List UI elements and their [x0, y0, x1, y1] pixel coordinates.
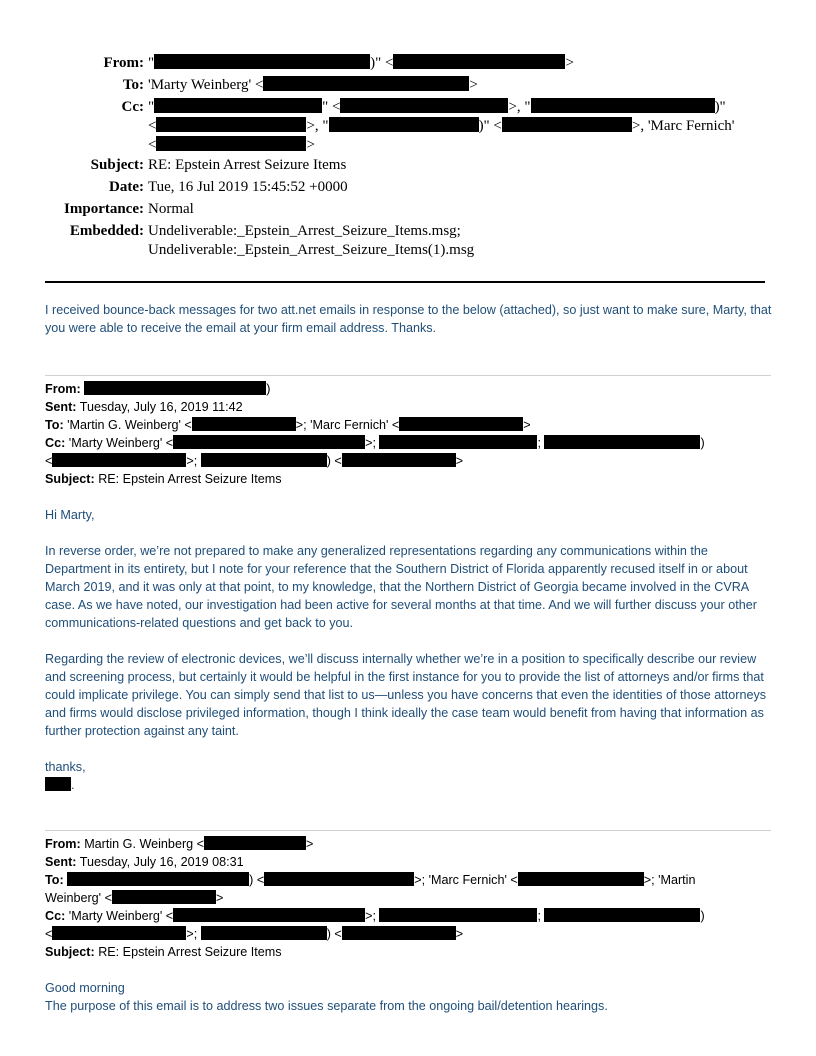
msg2-sent-line	[45, 853, 775, 871]
msg2-subject-value: RE: Epstein Arrest Seizure Items	[98, 945, 282, 959]
to-value: 'Marty Weinberg' < >	[148, 77, 478, 93]
redaction-block	[379, 908, 537, 922]
msg2-cc-line-2: < >; ) < >	[45, 927, 464, 941]
header-divider	[45, 281, 765, 283]
redaction-block	[342, 926, 456, 940]
msg1-cc-name: 'Marty Weinberg' <	[68, 436, 174, 450]
date-value: Tue, 16 Jul 2019 15:45:52 +0000	[148, 179, 348, 195]
redaction-block	[52, 926, 186, 940]
redaction-block	[201, 453, 327, 467]
msg2-greeting: Good morning	[45, 981, 125, 995]
redaction-block	[340, 98, 508, 113]
redaction-block	[112, 890, 216, 904]
msg1-subject-label: Subject:	[45, 472, 95, 486]
embedded-file-2[interactable]: Undeliverable:_Epstein_Arrest_Seizure_Items(1).msg	[148, 242, 475, 258]
redaction-block	[173, 435, 365, 449]
msg1-sent-line	[45, 398, 775, 416]
msg1-sent-value: Tuesday, July 16, 2019 11:42	[79, 400, 243, 414]
subject-value: RE: Epstein Arrest Seizure Items	[148, 157, 347, 173]
msg2-to-label: To:	[45, 873, 64, 887]
redaction-block	[84, 381, 266, 395]
msg2-to-name-2: >; 'Marc Fernich' <	[414, 873, 518, 887]
msg2-from-line: From: Martin G. Weinberg < >	[45, 837, 314, 851]
redaction-block	[502, 117, 632, 132]
redaction-block	[67, 872, 249, 886]
msg2-sent-label: Sent:	[45, 855, 77, 869]
msg1-cc-line: Cc: 'Marty Weinberg' < >; ; )	[45, 436, 705, 450]
importance-label: Importance:	[64, 201, 144, 217]
msg2-sent-value: Tuesday, July 16, 2019 08:31	[79, 855, 244, 869]
importance-value: Normal	[148, 201, 194, 217]
msg1-greeting: Hi Marty,	[45, 508, 95, 522]
msg2-to-line: To: ) < >; 'Marc Fernich' < >; 'Martin	[45, 873, 696, 887]
from-value: " )" < >	[148, 55, 574, 71]
msg2-to-name-3: >; 'Martin	[643, 873, 696, 887]
redaction-block	[204, 836, 306, 850]
msg2-from-label: From:	[45, 837, 81, 851]
to-name: 'Marty Weinberg' <	[148, 77, 264, 93]
redaction-block	[531, 98, 715, 113]
redaction-block	[263, 76, 469, 91]
cc-line-3: < >	[148, 137, 315, 153]
msg1-to-name: 'Martin G. Weinberg' <	[67, 418, 192, 432]
redaction-block	[156, 117, 306, 132]
redaction-block	[154, 98, 322, 113]
redaction-block	[52, 453, 186, 467]
msg1-subject-value: RE: Epstein Arrest Seizure Items	[98, 472, 282, 486]
redaction-block	[264, 872, 414, 886]
from-label: From:	[103, 55, 144, 71]
msg2-line-1: The purpose of this email is to address two issues separate from the ongoing bail/detention hearings.	[45, 999, 608, 1013]
redaction-block	[192, 417, 296, 431]
redaction-block	[399, 417, 523, 431]
to-label: To:	[122, 77, 144, 93]
msg1-subject-line	[45, 470, 775, 488]
msg1-paragraph-1: In reverse order, we’re not prepared to make any generalized representations regarding any communications within the Department in its entirety, but I note for your reference that the Southern District of Florida apparently recused itself in or about March 2019, and it was only at that point, to my knowledge, that the Northern District of Georgia became involved in the CVRA case. As we have noted, our investigation had been active for several months at that time. And we will further discuss your other communications-related questions and get back to you.	[45, 544, 757, 630]
msg2-subject-line	[45, 943, 775, 961]
cc-name-marc: 'Marc Fernich'	[647, 118, 735, 134]
message-separator	[45, 375, 771, 376]
msg1-cc-label: Cc:	[45, 436, 66, 450]
date-label: Date:	[109, 179, 144, 195]
redaction-block	[201, 926, 327, 940]
msg2-subject-label: Subject:	[45, 945, 95, 959]
msg1-cc-line-2: < >; ) < >	[45, 454, 464, 468]
msg2-cc-name: 'Marty Weinberg' <	[68, 909, 174, 923]
subject-label: Subject:	[90, 157, 144, 173]
msg1-to-label: To:	[45, 418, 64, 432]
msg2-cc-label: Cc:	[45, 909, 66, 923]
redaction-block	[379, 435, 537, 449]
message-separator	[45, 830, 771, 831]
msg2-cc-line: Cc: 'Marty Weinberg' < >; ; )	[45, 909, 705, 923]
msg2-to-name-4: Weinberg' <	[45, 891, 112, 905]
msg1-sent-label: Sent:	[45, 400, 77, 414]
redaction-block	[156, 136, 306, 151]
cc-label: Cc:	[121, 99, 144, 115]
redaction-block	[518, 872, 644, 886]
embedded-label: Embedded:	[69, 223, 144, 239]
redaction-block	[154, 54, 370, 69]
redaction-block	[45, 777, 71, 791]
msg1-paragraph-2: Regarding the review of electronic devices, we’ll discuss internally whether we’re in a position to specifically describe our review and screening process, but certainly it would be helpful in the first instance for you to provide the list of attorneys and/or firms that could implicate privilege. You can simply send that list to us—unless you have concerns that even the identities of those attorneys and firms would disclose privileged information, though I think ideally the case team would benefit from having that information as further protection against any taint.	[45, 652, 767, 738]
msg1-from-label: From:	[45, 382, 81, 396]
redaction-block	[342, 453, 456, 467]
embedded-file-1[interactable]: Undeliverable:_Epstein_Arrest_Seizure_Items.msg;	[148, 223, 461, 239]
redaction-block	[329, 117, 479, 132]
msg1-from-line: From: )	[45, 382, 271, 396]
intro-paragraph: I received bounce-back messages for two att.net emails in response to the below (attached), so just want to make sure, Marty, that you were able to receive the email at your firm email address. Thanks.	[45, 303, 772, 335]
msg1-to-name-2: >; 'Marc Fernich' <	[295, 418, 400, 432]
redaction-block	[544, 908, 700, 922]
msg1-signoff: thanks,	[45, 760, 86, 774]
msg2-from-value: Martin G. Weinberg <	[84, 837, 204, 851]
redaction-block	[173, 908, 365, 922]
msg2-to-line-2: Weinberg' < >	[45, 891, 224, 905]
msg1-to-line: To: 'Martin G. Weinberg' < >; 'Marc Fernich' < >	[45, 418, 531, 432]
redaction-block	[544, 435, 700, 449]
redaction-block	[393, 54, 565, 69]
msg1-signature: .	[45, 776, 775, 794]
cc-line-1: " " < >, " )"	[148, 99, 726, 115]
cc-line-2: < >, " )" < >, 'Marc Fernich'	[148, 118, 735, 134]
